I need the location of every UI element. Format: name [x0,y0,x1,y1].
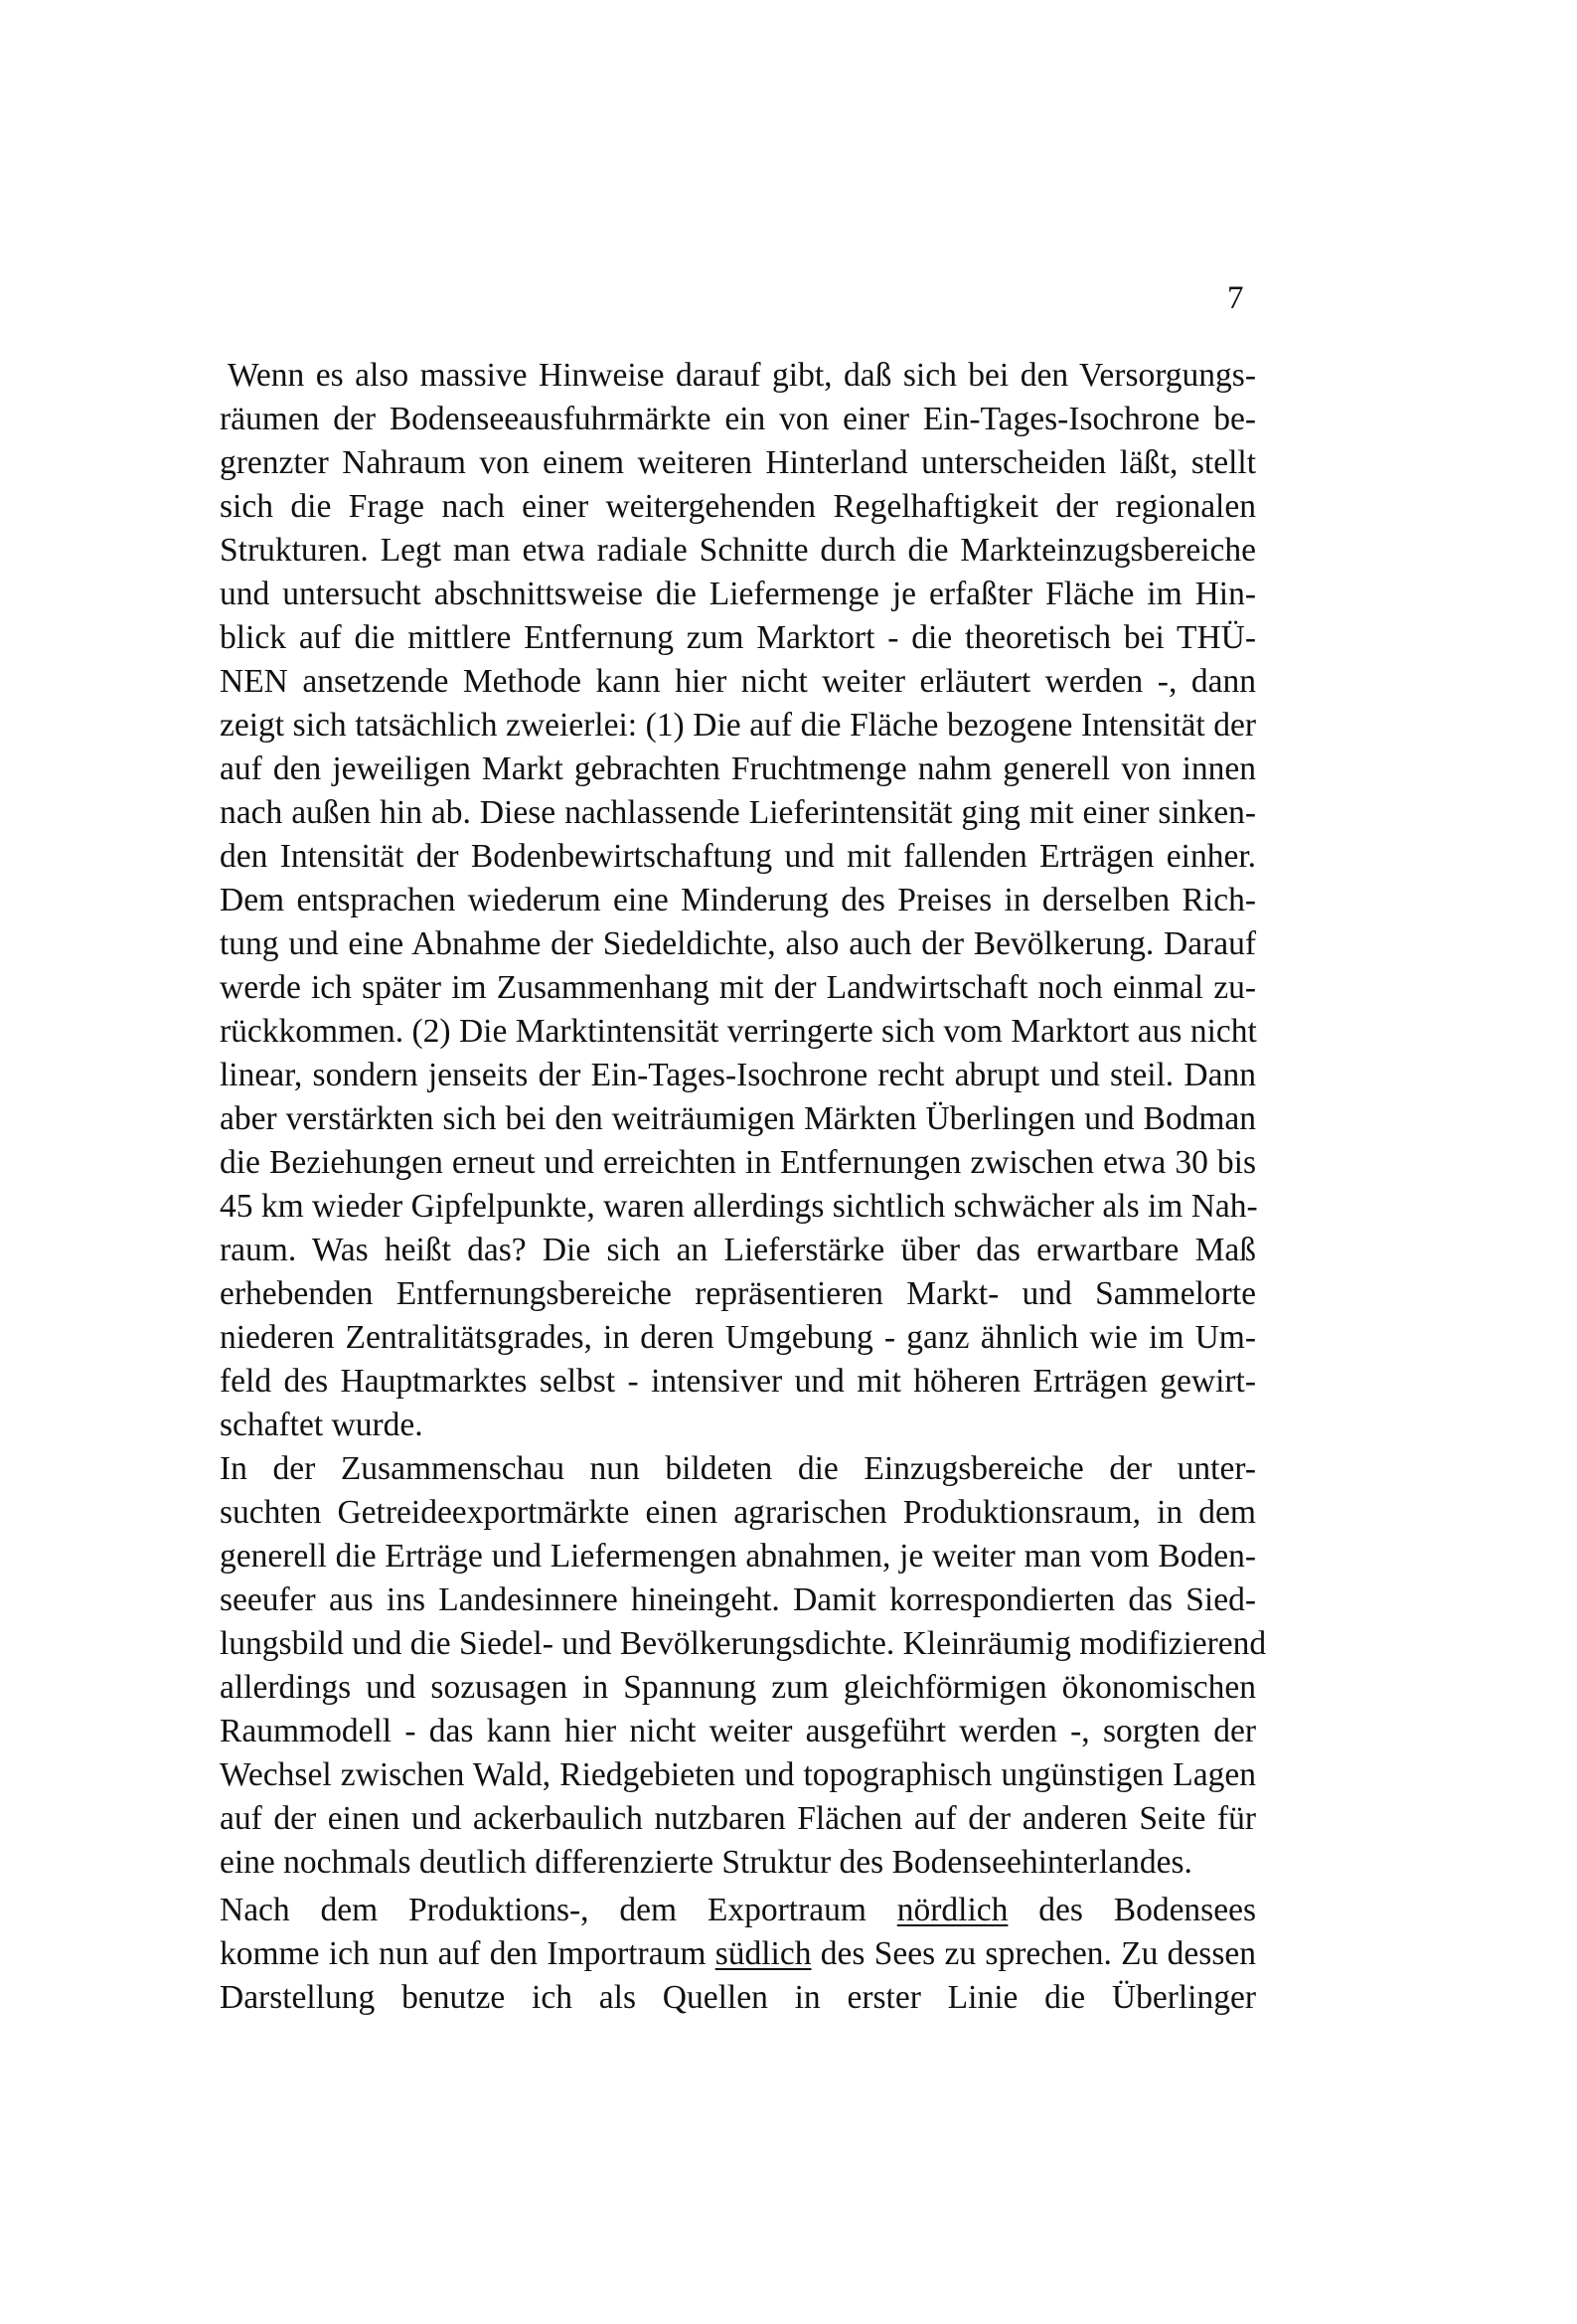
text-line: NEN ansetzende Methode kann hier nicht weiter erläutert werden -, dann [220,663,1256,700]
text-line: Darstellung benutze ich als Quellen in erster Linie die Überlinger [220,1979,1256,2016]
text-line: suchten Getreideexportmärkte einen agrarischen Produktionsraum, in dem [220,1494,1256,1531]
text-line: den Intensität der Bodenbewirtschaftung und mit fallenden Erträgen einher. [220,838,1256,875]
text-segment: des Bodensees [1008,1892,1256,1928]
text-line: Raummodell - das kann hier nicht weiter ausgeführt werden -, sorgten der [220,1713,1256,1749]
text-line [220,1932,1256,1976]
text-line: und untersucht abschnittsweise die Liefermenge je erfaßter Fläche im Hin- [220,576,1256,612]
text-line: aber verstärkten sich bei den weiträumigen Märkten Überlingen und Bodman [220,1100,1256,1137]
text-line: räumen der Bodenseeausfuhrmärkte ein von einer Ein-Tages-Isochrone be- [220,401,1256,437]
text-line: eine nochmals deutlich differenzierte Struktur des Bodenseehinterlandes. [220,1844,1192,1881]
page-number: 7 [1227,280,1244,316]
text-line: feld des Hauptmarktes selbst - intensiver und mit höheren Erträgen gewirt- [220,1363,1256,1400]
text-line: zeigt sich tatsächlich zweierlei: (1) Die auf die Fläche bezogene Intensität der [220,707,1256,744]
text-line [220,1889,1256,1932]
text-segment: Nach dem Produktions-, dem Exportraum [220,1892,897,1928]
text-line: grenzter Nahraum von einem weiteren Hinterland unterscheiden läßt, stellt [220,444,1256,481]
text-line: lungsbild und die Siedel- und Bevölkerungsdichte. Kleinräumig modifizierend [220,1625,1267,1662]
text-line: blick auf die mittlere Entfernung zum Marktort - die theoretisch bei THÜ- [220,619,1256,656]
text-line: Dem entsprachen wiederum eine Minderung des Preises in derselben Rich- [220,882,1256,918]
text-line: 45 km wieder Gipfelpunkte, waren allerdings sichtlich schwächer als im Nah- [220,1188,1258,1225]
text-segment: des Sees zu sprechen. Zu dessen [811,1935,1256,1972]
text-line: rückkommen. (2) Die Marktintensität verringerte sich vom Marktort aus nicht [220,1013,1257,1050]
text-line: Strukturen. Legt man etwa radiale Schnitte durch die Markteinzugsbereiche [220,532,1256,569]
text-line: auf den jeweiligen Markt gebrachten Fruchtmenge nahm generell von innen [220,750,1256,787]
text-line: linear, sondern jenseits der Ein-Tages-Isochrone recht abrupt und steil. Dann [220,1057,1256,1093]
underlined-word: südlich [714,1935,812,1972]
text-line: seeufer aus ins Landesinnere hineingeht. Damit korrespondierten das Sied- [220,1581,1256,1618]
text-line: die Beziehungen erneut und erreichten in Entfernungen zwischen etwa 30 bis [220,1144,1256,1181]
text-line: sich die Frage nach einer weitergehenden Regelhaftigkeit der regionalen [220,488,1256,525]
underlined-word: nördlich [896,1892,1009,1928]
text-line: nach außen hin ab. Diese nachlassende Lieferintensität ging mit einer sinken- [220,794,1256,831]
text-line: tung und eine Abnahme der Siedeldichte, also auch der Bevölkerung. Darauf [220,925,1256,962]
text-line: erhebenden Entfernungsbereiche repräsentieren Markt- und Sammelorte [220,1275,1256,1312]
text-line: raum. Was heißt das? Die sich an Lieferstärke über das erwartbare Maß [220,1232,1256,1268]
text-line: Wechsel zwischen Wald, Riedgebieten und topographisch ungünstigen Lagen [220,1756,1256,1793]
text-line: allerdings und sozusagen in Spannung zum gleichförmigen ökonomischen [220,1669,1256,1706]
text-line: niederen Zentralitätsgrades, in deren Umgebung - ganz ähnlich wie im Um- [220,1319,1256,1356]
text-line: generell die Erträge und Liefermengen abnahmen, je weiter man vom Boden- [220,1538,1256,1575]
text-line: Wenn es also massive Hinweise darauf gibt, daß sich bei den Versorgungs- [228,357,1256,394]
text-line: schaftet wurde. [220,1407,423,1443]
text-segment: komme ich nun auf den Importraum [220,1935,715,1972]
text-line: auf der einen und ackerbaulich nutzbaren Flächen auf der anderen Seite für [220,1800,1256,1837]
text-line: In der Zusammenschau nun bildeten die Einzugsbereiche der unter- [220,1450,1256,1487]
text-line: werde ich später im Zusammenhang mit der Landwirtschaft noch einmal zu- [220,969,1256,1006]
